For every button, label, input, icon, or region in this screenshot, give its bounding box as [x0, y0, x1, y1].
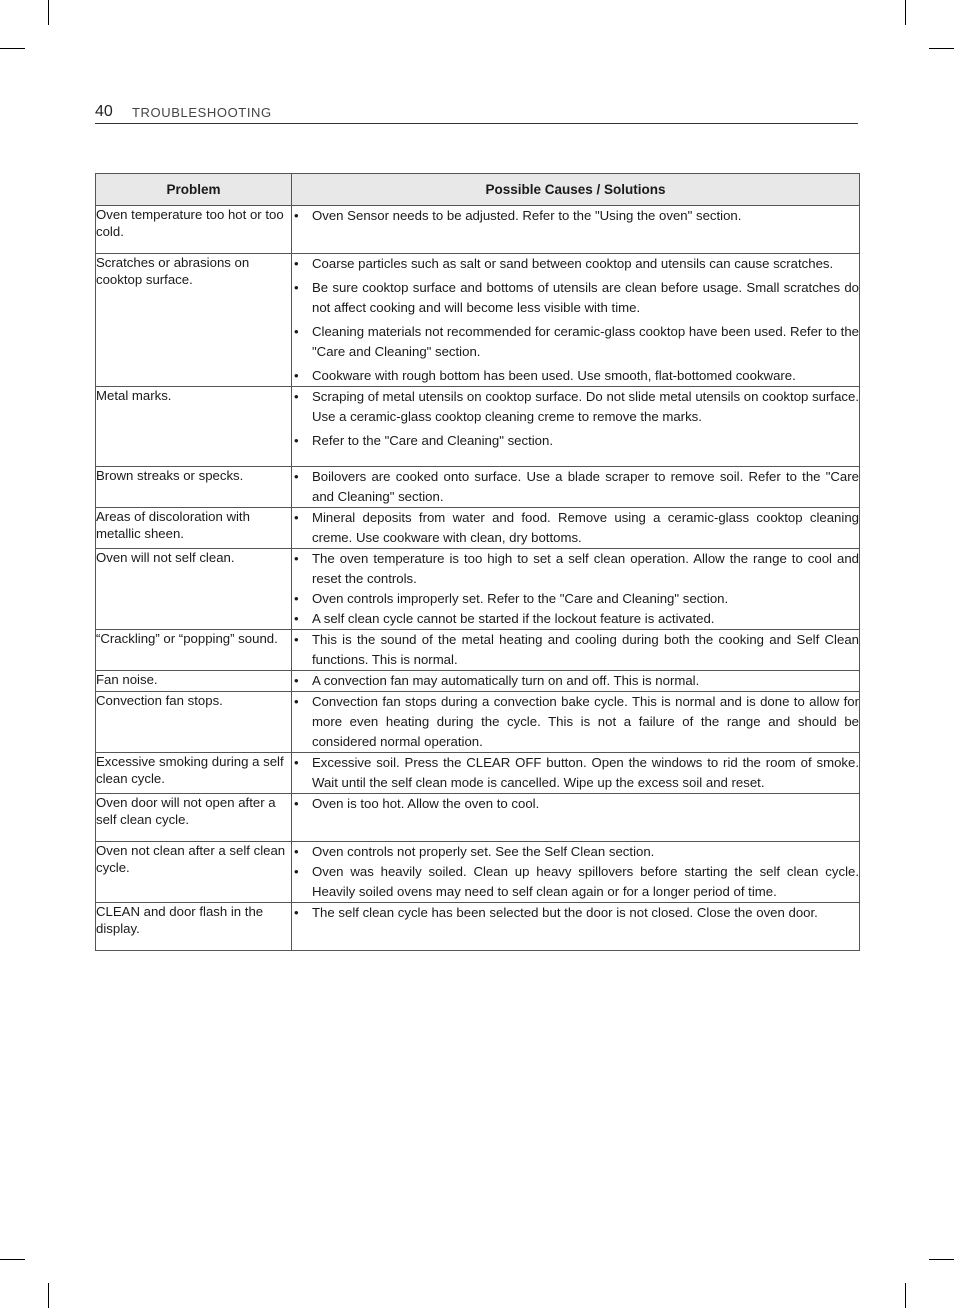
problem-cell: Convection fan stops.: [96, 692, 292, 753]
causes-cell: [292, 903, 860, 951]
cause-item: • A self clean cycle cannot be started if the lockout feature is activated.: [292, 609, 859, 629]
crop-mark: [0, 1259, 25, 1260]
causes-cell: [292, 206, 860, 254]
crop-mark: [0, 48, 25, 49]
table-row: [96, 467, 860, 508]
causes-cell: [292, 508, 860, 549]
cause-item: • Refer to the "Care and Cleaning" section.: [292, 431, 859, 451]
page-number: 40: [95, 103, 113, 120]
cause-item: • Boilovers are cooked onto surface. Use a blade scraper to remove soil. Refer to the "Care and Cleaning" section.: [292, 467, 859, 507]
causes-cell: [292, 387, 860, 467]
cause-item: • Oven is too hot. Allow the oven to cool.: [292, 794, 859, 814]
cause-item: • Cleaning materials not recommended for ceramic-glass cooktop have been used. Refer to the "Care and Cleaning" section.: [292, 322, 859, 362]
causes-cell: [292, 842, 860, 903]
table-row: [96, 692, 860, 753]
cause-item: • Cookware with rough bottom has been used. Use smooth, flat-bottomed cookware.: [292, 366, 859, 386]
causes-cell: [292, 254, 860, 387]
cause-item: • Convection fan stops during a convection bake cycle. This is normal and is done to allow for more even heating during the cycle. This is not a failure of the range and should be considered normal operation.: [292, 692, 859, 752]
table-row: [96, 630, 860, 671]
page-header: [95, 103, 858, 124]
troubleshooting-table: [95, 173, 860, 951]
problem-cell: Oven not clean after a self clean cycle.: [96, 842, 292, 903]
crop-mark: [929, 1259, 954, 1260]
cause-item: • The oven temperature is too high to set a self clean operation. Allow the range to cool and reset the controls.: [292, 549, 859, 589]
crop-mark: [929, 48, 954, 49]
cause-item: • Mineral deposits from water and food. Remove using a ceramic-glass cooktop cleaning creme. Use cookware with clean, dry bottoms.: [292, 508, 859, 548]
causes-cell: [292, 549, 860, 630]
table-row: [96, 753, 860, 794]
cause-item: • Excessive soil. Press the CLEAR OFF button. Open the windows to rid the room of smoke. Wait until the self clean mode is cancelled. Wipe up the excess soil and reset.: [292, 753, 859, 793]
column-header-causes: Possible Causes / Solutions: [292, 174, 860, 206]
causes-cell: [292, 630, 860, 671]
table-header-row: [96, 174, 860, 206]
table-row: [96, 206, 860, 254]
table-row: [96, 549, 860, 630]
cause-item: • Scraping of metal utensils on cooktop surface. Do not slide metal utensils on cooktop surface. Use a ceramic-glass cooktop cleaning creme to remove the marks.: [292, 387, 859, 427]
cause-item: • Oven Sensor needs to be adjusted. Refer to the "Using the oven" section.: [292, 206, 859, 226]
problem-cell: Areas of discoloration with metallic sheen.: [96, 508, 292, 549]
table-row: [96, 254, 860, 387]
crop-mark: [905, 0, 906, 25]
causes-cell: [292, 467, 860, 508]
section-title: TROUBLESHOOTING: [132, 105, 272, 120]
table-row: [96, 508, 860, 549]
table-row: [96, 671, 860, 692]
problem-cell: Brown streaks or specks.: [96, 467, 292, 508]
cause-item: • Oven was heavily soiled. Clean up heavy spillovers before starting the self clean cycle. Heavily soiled ovens may need to self clean again or for a longer period of time.: [292, 862, 859, 902]
table-row: [96, 903, 860, 951]
crop-mark: [48, 0, 49, 25]
problem-cell: Fan noise.: [96, 671, 292, 692]
cause-item: • Coarse particles such as salt or sand between cooktop and utensils can cause scratches.: [292, 254, 859, 274]
problem-cell: Metal marks.: [96, 387, 292, 467]
causes-cell: [292, 794, 860, 842]
crop-mark: [905, 1283, 906, 1308]
problem-cell: CLEAN and door flash in the display.: [96, 903, 292, 951]
table-row: [96, 387, 860, 467]
causes-cell: [292, 753, 860, 794]
crop-mark: [48, 1283, 49, 1308]
cause-item: • Be sure cooktop surface and bottoms of utensils are clean before usage. Small scratches do not affect cooking and will become less visible with time.: [292, 278, 859, 318]
cause-item: • Oven controls improperly set. Refer to the "Care and Cleaning" section.: [292, 589, 859, 609]
problem-cell: “Crackling” or “popping” sound.: [96, 630, 292, 671]
problem-cell: Excessive smoking during a self clean cycle.: [96, 753, 292, 794]
cause-item: • This is the sound of the metal heating and cooling during both the cooking and Self Clean functions. This is normal.: [292, 630, 859, 670]
causes-cell: [292, 671, 860, 692]
causes-cell: [292, 692, 860, 753]
problem-cell: Oven temperature too hot or too cold.: [96, 206, 292, 254]
table-row: [96, 794, 860, 842]
column-header-problem: Problem: [96, 174, 292, 206]
cause-item: • A convection fan may automatically turn on and off. This is normal.: [292, 671, 859, 691]
table-row: [96, 842, 860, 903]
problem-cell: Oven door will not open after a self clean cycle.: [96, 794, 292, 842]
cause-item: • Oven controls not properly set. See the Self Clean section.: [292, 842, 859, 862]
problem-cell: Oven will not self clean.: [96, 549, 292, 630]
problem-cell: Scratches or abrasions on cooktop surface.: [96, 254, 292, 387]
cause-item: • The self clean cycle has been selected but the door is not closed. Close the oven door.: [292, 903, 859, 923]
